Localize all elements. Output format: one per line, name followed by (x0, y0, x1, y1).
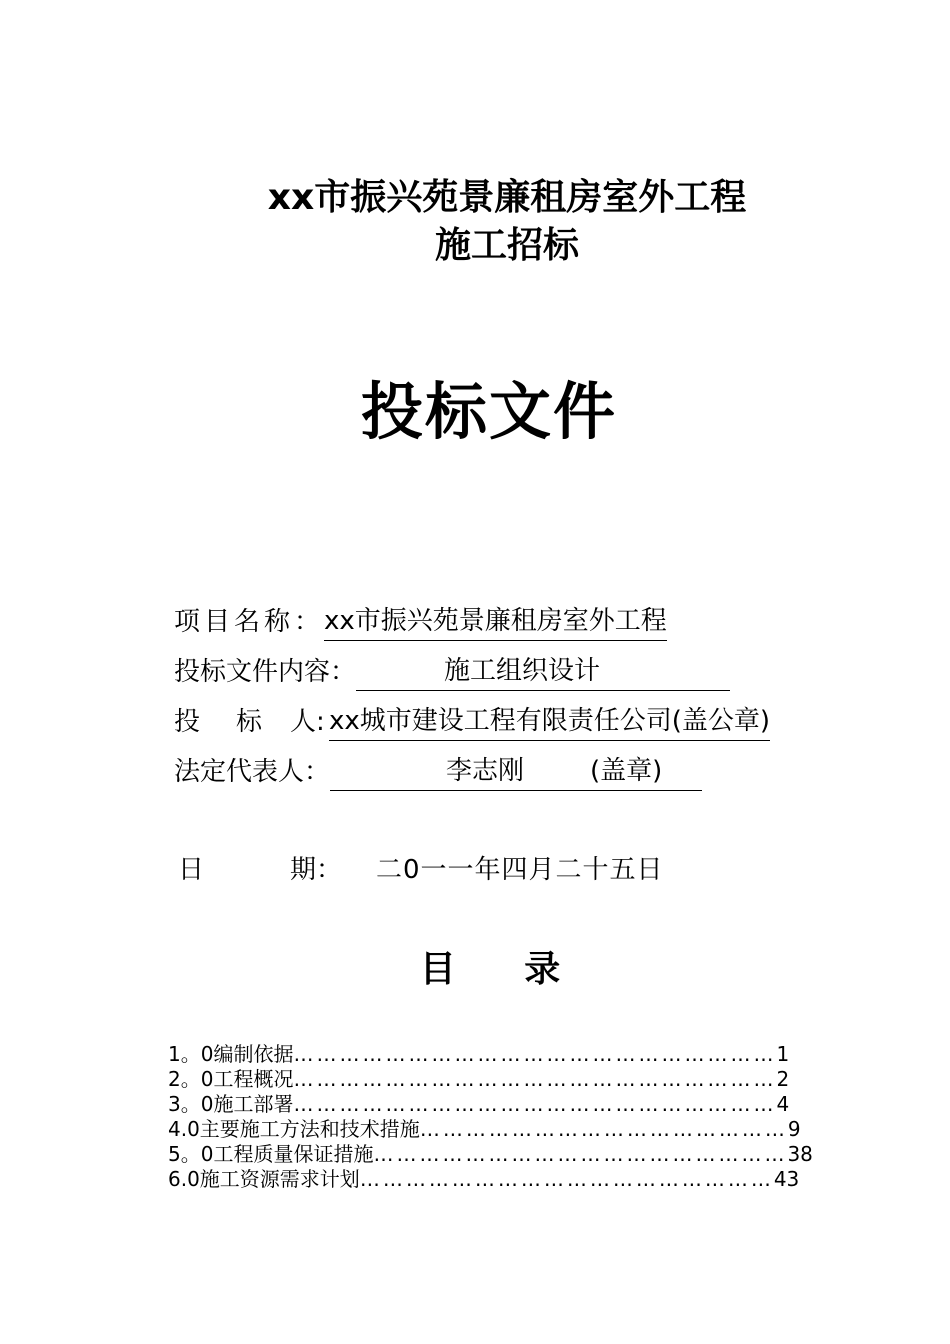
toc-item-page: 38 (787, 1142, 813, 1166)
bid-content-value: 施工组织设计 (444, 656, 601, 686)
toc-title: 目 录 (419, 949, 561, 990)
toc-item-leader: ……………………………………………… (359, 1167, 774, 1191)
toc-item[interactable] (168, 1092, 788, 1117)
toc-item-leader: ……………………………………………………… (293, 1042, 777, 1066)
project-name-value: xx市振兴苑景廉租房室外工程 (324, 602, 667, 641)
table-of-contents (168, 1042, 813, 1192)
date-row (178, 850, 664, 890)
main-title: 投标文件 (360, 375, 617, 448)
header-title-line-1: xx市振兴苑景廉租房室外工程 (267, 177, 747, 218)
bidder-label-char-3: 人: (290, 707, 325, 737)
bidder-row (174, 702, 770, 742)
toc-item[interactable] (168, 1042, 788, 1067)
toc-item-leader: ………………………………………… (419, 1117, 788, 1141)
toc-item-page: 4 (776, 1092, 790, 1116)
bid-content-row (174, 652, 730, 692)
bid-content-field (356, 652, 730, 691)
toc-item[interactable] (168, 1142, 813, 1167)
toc-item-page: 1 (776, 1042, 790, 1066)
toc-item-leader: ……………………………………………………… (293, 1067, 777, 1091)
toc-item-title: 2。0工程概况 (168, 1067, 294, 1091)
date-value: 二0一一年四月二十五日 (376, 855, 664, 885)
date-label-2: 期： (290, 855, 343, 885)
legal-rep-seal-note: (盖章) (590, 756, 663, 786)
toc-item-page: 43 (773, 1167, 800, 1191)
bidder-label-char-1: 投 (174, 707, 201, 737)
bidder-label (174, 702, 329, 742)
toc-item[interactable] (168, 1117, 801, 1142)
toc-item[interactable] (168, 1067, 788, 1092)
legal-rep-label: 法定代表人： (174, 757, 331, 787)
toc-item-title: 6.0施工资源需求计划 (168, 1167, 360, 1191)
header-title-line-2: 施工招标 (434, 225, 579, 266)
project-name-label: 项目名称： (174, 607, 325, 637)
bid-content-label: 投标文件内容： (174, 657, 357, 687)
toc-item-title: 1。0编制依据 (168, 1042, 294, 1066)
toc-item-leader: ……………………………………………………… (293, 1092, 777, 1116)
toc-item-title: 3。0施工部署 (168, 1092, 294, 1116)
toc-item-page: 9 (787, 1117, 801, 1141)
toc-item-title: 5。0工程质量保证措施 (168, 1142, 374, 1166)
toc-item-page: 2 (776, 1067, 790, 1091)
legal-rep-row (174, 752, 702, 792)
toc-item-leader: ……………………………………………… (373, 1142, 788, 1166)
legal-rep-field (330, 752, 702, 791)
legal-rep-value: 李志刚 (446, 756, 525, 786)
bidder-label-char-2: 标 (236, 707, 263, 737)
toc-item[interactable] (168, 1167, 800, 1192)
date-label-1: 日 (178, 855, 205, 885)
project-name-row (174, 602, 667, 642)
toc-item-title: 4.0主要施工方法和技术措施 (168, 1117, 420, 1141)
bidder-value: xx城市建设工程有限责任公司(盖公章) (329, 702, 770, 741)
